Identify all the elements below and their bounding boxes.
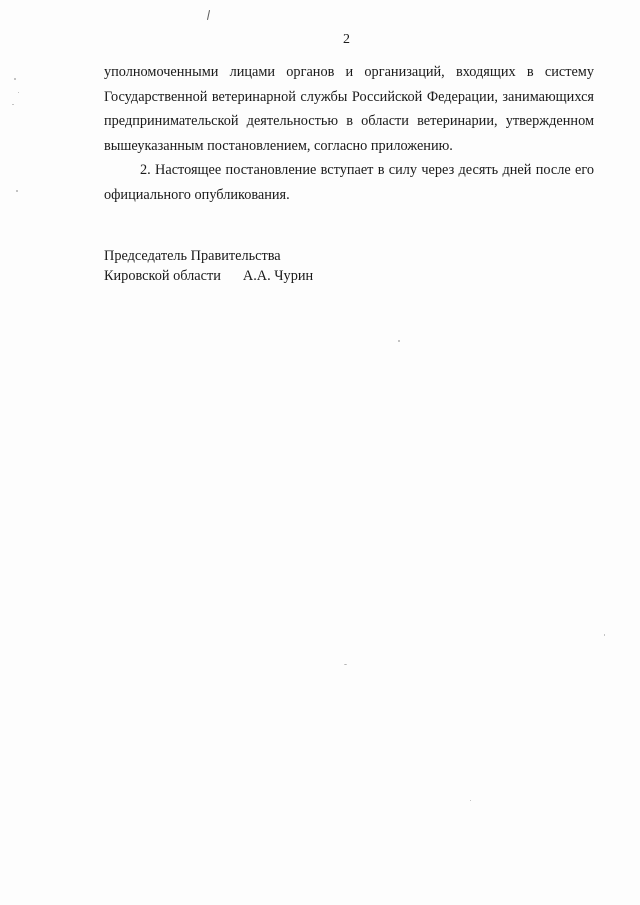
- scan-speck: [470, 800, 471, 801]
- signatory-region: Кировской области: [104, 268, 221, 284]
- paragraph-continuation: уполномоченными лицами органов и организаций, входящих в систему Государственной ветеринарной службы Российской Федерации, занимающихся предпринимательской деятельностью в области ветеринарии, утвержденном вышеуказанным постановлением, согласно приложению.: [104, 64, 594, 154]
- page-number: 2: [343, 32, 350, 47]
- scan-artifact-mark: [207, 10, 210, 20]
- signature-block: [104, 246, 313, 286]
- scan-speck: [12, 104, 14, 105]
- scan-speck: [344, 664, 347, 665]
- signatory-title: Председатель Правительства: [104, 248, 281, 264]
- paragraph-effective-date: 2. Настоящее постановление вступает в силу через десять дней после его официального опубликования.: [104, 162, 594, 203]
- scan-speck: [18, 92, 19, 93]
- scan-speck: [14, 78, 16, 80]
- scan-speck: [16, 190, 18, 192]
- signatory-line: [104, 266, 313, 286]
- scan-speck: [398, 340, 400, 342]
- scan-speck: [604, 634, 605, 636]
- document-body: [104, 60, 594, 207]
- signatory-name: А.А. Чурин: [242, 268, 314, 284]
